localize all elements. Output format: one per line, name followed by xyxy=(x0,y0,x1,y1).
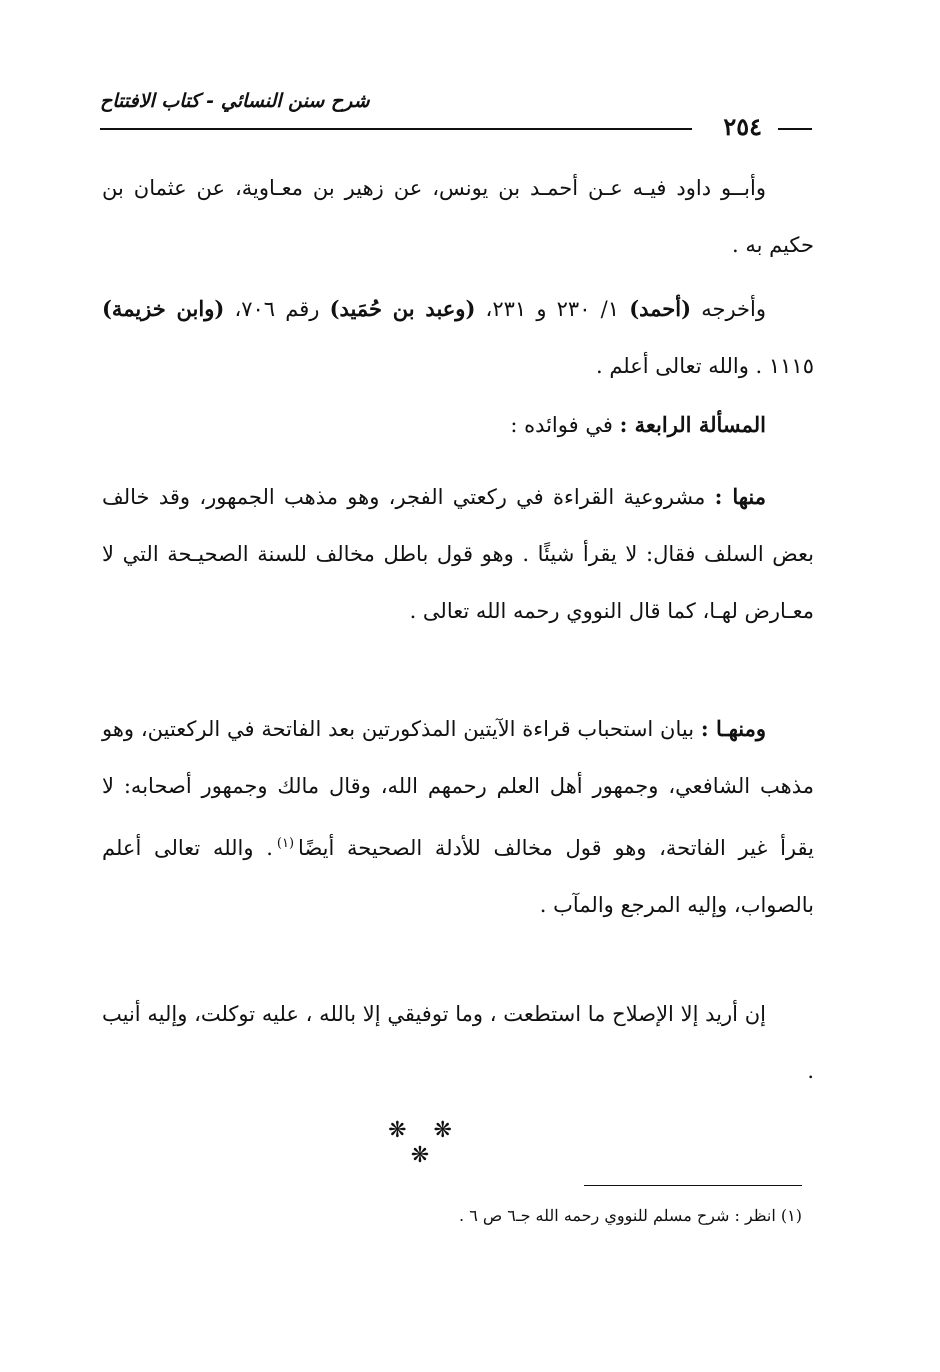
citation-ibn-khuzaymah: (وابن خزيمة) xyxy=(102,296,225,321)
text-segment: رقم ٧٠٦، xyxy=(224,297,330,321)
benefit-text-end: . والله تعالى أعلم بالصواب، وإليه المرجع والمآب . xyxy=(102,836,814,917)
citation-ahmad: (أحمد) xyxy=(629,296,692,321)
header-title: شرح سنن النسائي - كتاب الافتتاح xyxy=(100,90,370,112)
section-heading xyxy=(102,396,814,454)
text-segment: ١١١٥ . والله تعالى أعلم . xyxy=(595,354,814,378)
footnote: (١) انظر : شرح مسلم للنووي رحمه الله جـ٦ ص ٦ . xyxy=(459,1206,802,1225)
running-header xyxy=(100,86,812,148)
closing-paragraph: إن أريد إلا الإصلاح ما استطعت ، وما توفيقي إلا بالله ، عليه توكلت، وإليه أنيب . xyxy=(102,1002,814,1083)
section-heading-label: المسألة الرابعة : xyxy=(619,412,766,437)
benefit-text: مشروعية القراءة في ركعتي الفجر، وهو مذهب الجمهور، وقد خالف بعض السلف فقال: لا يقرأ شيئًا . وهو قول باطل مخالف للسنة الصحيـحة التي لا معـارض لهـا، كما قال النووي رحمه الله تعالى . xyxy=(102,485,814,623)
text-segment: وأخرجه xyxy=(691,297,767,321)
benefit-label: منها : xyxy=(714,484,766,509)
footnote-rule xyxy=(584,1185,802,1186)
page-number-dash xyxy=(778,128,812,130)
benefit-text: بيان استحباب قراءة الآيتين المذكورتين بعد الفاتحة في الركعتين، وهو مذهب الشافعي، وجمهور أهل العلم رحمهم الله، وقال مالك وجمهور أصحابه: لا يقرأ غير الفاتحة، وهو قول مخالف للأدلة الصحيحة أيضًا xyxy=(102,717,814,860)
header-rule xyxy=(100,128,692,130)
paragraph-2 xyxy=(102,280,814,395)
section-separator: ❋ ❋ ❋ xyxy=(388,1118,462,1168)
footnote-reference[interactable]: (١) xyxy=(276,836,295,851)
section-heading-rest: في فوائده : xyxy=(510,413,620,437)
paragraph-benefit-2 xyxy=(102,700,814,934)
text-segment: ١/ ٢٣٠ و ٢٣١، xyxy=(475,297,630,321)
citation-abd-ibn-humaid: (وعبد بن حُمَيد) xyxy=(329,296,476,321)
paragraph-benefit-1 xyxy=(102,468,814,640)
page-number: ٢٥٤ xyxy=(723,112,762,141)
benefit-label: ومنهـا : xyxy=(700,716,766,741)
paragraph-1: وأبــو داود فيـه عـن أحمـد بن يونس، عن زهير بن معـاوية، عن عثمان بن حكيم به . xyxy=(102,176,814,257)
